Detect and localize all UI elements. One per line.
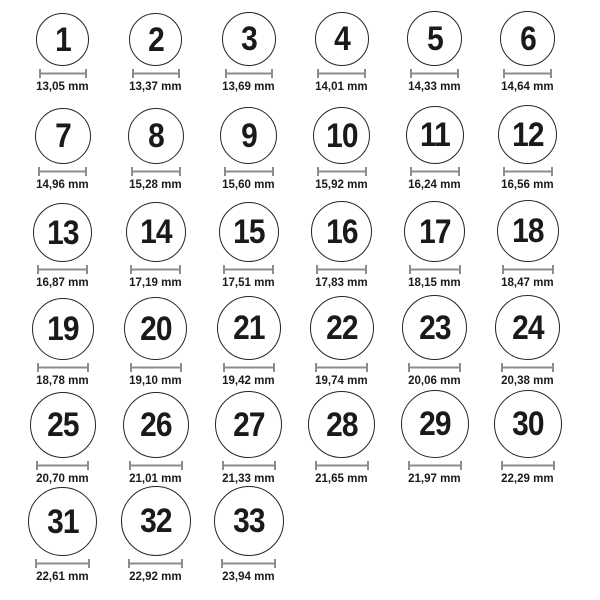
diameter-label: 15,92 mm bbox=[315, 177, 368, 191]
ring-circle bbox=[219, 202, 279, 262]
ring-circle bbox=[214, 486, 284, 556]
ring-circle bbox=[497, 200, 559, 262]
ring-circle bbox=[406, 106, 464, 164]
ring-size-number: 32 bbox=[139, 502, 172, 540]
ring-size-cell bbox=[202, 296, 295, 394]
ring-size-number: 9 bbox=[240, 116, 257, 155]
diameter-measure-line bbox=[221, 559, 276, 568]
ring-size-cell bbox=[202, 198, 295, 296]
ring-circle bbox=[500, 11, 555, 66]
ring-size-cell bbox=[202, 394, 295, 492]
diameter-label: 21,97 mm bbox=[408, 471, 461, 485]
diameter-measure-line bbox=[37, 363, 89, 372]
ring-size-number: 10 bbox=[325, 116, 358, 155]
diameter-measure-line bbox=[223, 265, 274, 274]
ring-size-cell bbox=[16, 492, 109, 590]
ring-size-number: 16 bbox=[325, 212, 358, 251]
ring-size-number: 11 bbox=[419, 116, 450, 154]
diameter-measure-line bbox=[130, 363, 182, 372]
ring-size-cell bbox=[388, 100, 481, 198]
ring-size-number: 14 bbox=[139, 213, 172, 251]
diameter-measure-line bbox=[35, 559, 90, 568]
diameter-label: 21,33 mm bbox=[222, 471, 275, 485]
diameter-measure-line bbox=[409, 265, 461, 274]
diameter-label: 14,01 mm bbox=[315, 79, 368, 93]
ring-size-number: 20 bbox=[139, 309, 172, 348]
diameter-label: 21,65 mm bbox=[315, 471, 368, 485]
diameter-label: 18,15 mm bbox=[408, 275, 461, 289]
ring-size-number: 6 bbox=[519, 19, 536, 58]
ring-size-cell bbox=[16, 394, 109, 492]
ring-size-cell bbox=[295, 394, 388, 492]
diameter-measure-line bbox=[223, 363, 275, 372]
ring-size-cell bbox=[481, 100, 574, 198]
diameter-measure-line bbox=[317, 167, 367, 176]
diameter-measure-line bbox=[315, 461, 369, 470]
diameter-label: 18,47 mm bbox=[501, 275, 554, 289]
diameter-measure-line bbox=[410, 167, 460, 176]
ring-size-number: 19 bbox=[46, 310, 79, 348]
diameter-measure-line bbox=[39, 69, 87, 78]
diameter-label: 13,37 mm bbox=[129, 79, 182, 93]
diameter-label: 21,01 mm bbox=[129, 471, 182, 485]
diameter-measure-line bbox=[128, 559, 183, 568]
ring-size-grid bbox=[16, 2, 576, 590]
diameter-label: 17,51 mm bbox=[222, 275, 275, 289]
ring-size-number: 3 bbox=[240, 20, 257, 58]
ring-circle bbox=[36, 13, 89, 66]
ring-circle bbox=[401, 390, 469, 458]
ring-size-cell bbox=[388, 198, 481, 296]
ring-circle bbox=[28, 487, 97, 556]
ring-circle bbox=[404, 201, 465, 262]
ring-size-number: 15 bbox=[232, 213, 265, 251]
ring-circle bbox=[35, 108, 91, 164]
ring-size-cell bbox=[109, 394, 202, 492]
ring-size-cell bbox=[388, 394, 481, 492]
diameter-label: 16,87 mm bbox=[36, 275, 89, 289]
diameter-label: 14,64 mm bbox=[501, 79, 554, 93]
ring-size-number: 22 bbox=[325, 309, 358, 347]
diameter-label: 23,94 mm bbox=[222, 569, 275, 583]
diameter-label: 14,33 mm bbox=[408, 79, 461, 93]
ring-circle bbox=[315, 12, 369, 66]
diameter-label: 19,74 mm bbox=[315, 373, 368, 387]
diameter-label: 15,28 mm bbox=[129, 177, 182, 191]
diameter-label: 17,83 mm bbox=[315, 275, 368, 289]
diameter-measure-line bbox=[503, 69, 552, 78]
diameter-measure-line bbox=[224, 167, 274, 176]
ring-size-cell bbox=[16, 296, 109, 394]
ring-size-cell bbox=[16, 100, 109, 198]
ring-size-number: 12 bbox=[511, 115, 544, 154]
diameter-label: 22,29 mm bbox=[501, 471, 554, 485]
ring-circle bbox=[222, 12, 276, 66]
ring-size-cell bbox=[109, 198, 202, 296]
ring-size-number: 29 bbox=[418, 405, 451, 443]
ring-size-number: 24 bbox=[511, 308, 544, 347]
ring-size-cell bbox=[16, 2, 109, 100]
diameter-measure-line bbox=[130, 265, 181, 274]
diameter-label: 16,24 mm bbox=[408, 177, 461, 191]
ring-circle bbox=[311, 201, 372, 262]
ring-size-number: 23 bbox=[418, 308, 451, 347]
ring-circle bbox=[495, 295, 560, 360]
diameter-label: 17,19 mm bbox=[129, 275, 182, 289]
ring-circle bbox=[121, 486, 191, 556]
diameter-measure-line bbox=[502, 265, 554, 274]
diameter-label: 13,05 mm bbox=[36, 79, 89, 93]
diameter-label: 16,56 mm bbox=[501, 177, 554, 191]
diameter-label: 15,60 mm bbox=[222, 177, 275, 191]
ring-size-cell bbox=[16, 198, 109, 296]
diameter-measure-line bbox=[315, 363, 368, 372]
ring-size-cell bbox=[388, 2, 481, 100]
diameter-measure-line bbox=[408, 461, 462, 470]
diameter-measure-line bbox=[225, 69, 273, 78]
ring-circle bbox=[215, 391, 282, 458]
ring-circle bbox=[494, 390, 562, 458]
ring-circle bbox=[308, 391, 375, 458]
ring-size-cell bbox=[481, 394, 574, 492]
ring-size-number: 33 bbox=[232, 502, 265, 540]
diameter-label: 20,70 mm bbox=[36, 471, 89, 485]
ring-size-number: 8 bbox=[147, 117, 164, 155]
diameter-label: 22,61 mm bbox=[36, 569, 89, 583]
diameter-label: 20,06 mm bbox=[408, 373, 461, 387]
ring-size-cell bbox=[295, 198, 388, 296]
diameter-measure-line bbox=[132, 69, 180, 78]
diameter-measure-line bbox=[501, 461, 555, 470]
diameter-label: 18,78 mm bbox=[36, 373, 89, 387]
ring-circle bbox=[124, 297, 187, 360]
diameter-label: 19,42 mm bbox=[222, 373, 275, 387]
diameter-measure-line bbox=[36, 461, 89, 470]
diameter-measure-line bbox=[501, 363, 554, 372]
ring-circle bbox=[217, 296, 281, 360]
diameter-measure-line bbox=[408, 363, 461, 372]
ring-size-cell bbox=[202, 100, 295, 198]
diameter-measure-line bbox=[37, 265, 88, 274]
ring-size-cell bbox=[202, 2, 295, 100]
ring-size-cell bbox=[388, 296, 481, 394]
diameter-measure-line bbox=[129, 461, 183, 470]
ring-circle bbox=[402, 295, 467, 360]
ring-size-number: 25 bbox=[46, 406, 79, 444]
ring-size-number: 5 bbox=[426, 19, 443, 58]
ring-circle bbox=[310, 296, 374, 360]
ring-size-number: 28 bbox=[325, 405, 358, 444]
ring-size-cell bbox=[109, 492, 202, 590]
ring-size-cell bbox=[295, 296, 388, 394]
ring-size-cell bbox=[481, 296, 574, 394]
diameter-label: 14,96 mm bbox=[36, 177, 89, 191]
ring-size-number: 2 bbox=[147, 20, 164, 59]
ring-size-number: 18 bbox=[511, 212, 544, 250]
ring-circle bbox=[32, 298, 94, 360]
ring-size-number: 17 bbox=[418, 212, 451, 251]
diameter-label: 20,38 mm bbox=[501, 373, 554, 387]
ring-size-cell bbox=[295, 100, 388, 198]
ring-size-cell bbox=[295, 2, 388, 100]
ring-size-number: 7 bbox=[54, 117, 71, 155]
ring-size-number: 21 bbox=[232, 309, 265, 347]
ring-size-number: 27 bbox=[232, 405, 265, 444]
ring-size-number: 26 bbox=[139, 406, 172, 444]
ring-size-number: 31 bbox=[46, 502, 79, 541]
diameter-measure-line bbox=[222, 461, 276, 470]
diameter-label: 19,10 mm bbox=[129, 373, 182, 387]
diameter-label: 22,92 mm bbox=[129, 569, 182, 583]
diameter-measure-line bbox=[131, 167, 181, 176]
ring-size-cell bbox=[109, 2, 202, 100]
ring-size-number: 1 bbox=[54, 20, 71, 59]
diameter-measure-line bbox=[316, 265, 367, 274]
ring-circle bbox=[313, 107, 370, 164]
ring-circle bbox=[129, 13, 182, 66]
ring-circle bbox=[126, 202, 186, 262]
ring-size-cell bbox=[202, 492, 295, 590]
diameter-measure-line bbox=[410, 69, 459, 78]
ring-circle bbox=[407, 11, 462, 66]
ring-circle bbox=[128, 108, 184, 164]
ring-circle bbox=[123, 392, 189, 458]
ring-size-cell bbox=[109, 296, 202, 394]
diameter-measure-line bbox=[503, 167, 553, 176]
diameter-measure-line bbox=[38, 167, 87, 176]
ring-circle bbox=[498, 105, 557, 164]
ring-size-number: 13 bbox=[46, 213, 79, 252]
ring-circle bbox=[220, 107, 277, 164]
ring-size-cell bbox=[109, 100, 202, 198]
ring-circle bbox=[33, 203, 92, 262]
diameter-label: 13,69 mm bbox=[222, 79, 275, 93]
ring-size-cell bbox=[481, 2, 574, 100]
ring-size-number: 30 bbox=[511, 405, 544, 443]
diameter-measure-line bbox=[317, 69, 366, 78]
ring-size-number: 4 bbox=[333, 20, 350, 58]
ring-circle bbox=[30, 392, 96, 458]
ring-size-cell bbox=[481, 198, 574, 296]
